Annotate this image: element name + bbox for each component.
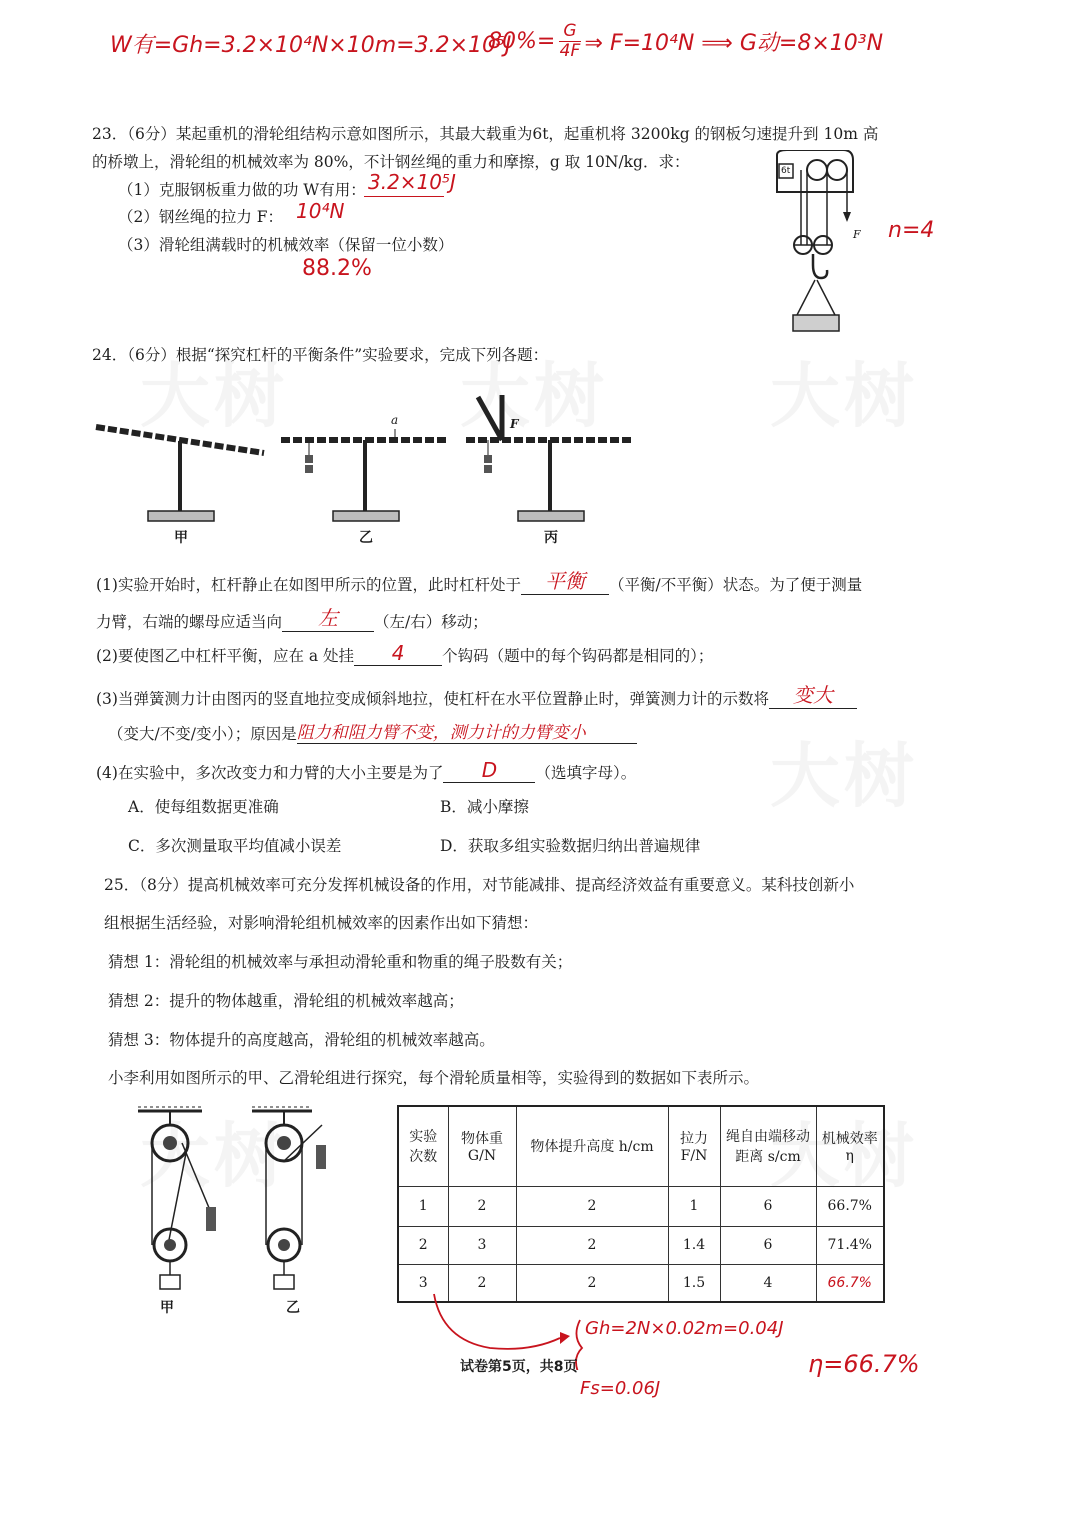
q24-p3-line2: [108, 718, 637, 744]
q25-guess3: 猜想 3：物体提升的高度越高，滑轮组的机械效率越高。: [108, 1031, 495, 1049]
q24-p3-answer-1: 变大: [792, 683, 833, 707]
q24-option-b: B．减小摩擦: [440, 798, 529, 816]
q23-sub3: （3）滑轮组满载时的机械效率（保留一位小数）: [118, 236, 454, 254]
q25-guess1: 猜想 1：滑轮组的机械效率与承担动滑轮重和物重的绳子股数有关；: [108, 953, 573, 971]
q24-p4-text-a: (4)在实验中，多次改变力和力臂的大小主要是为了: [96, 764, 444, 782]
crane-pulley-diagram: [765, 150, 875, 340]
q23-sub3-answer: 88.2%: [302, 256, 372, 281]
fraction-denominator: 4F: [559, 40, 581, 61]
fraction-numerator: G: [559, 22, 580, 42]
table-cell: 1.4: [668, 1226, 720, 1264]
note-fraction: [559, 22, 580, 60]
lever-diagram-jia: [90, 405, 270, 535]
q24-p3-answer-2: 阻力和阻力臂不变，测力计的力臂变小: [296, 723, 586, 743]
q23-sub1-underline: [364, 196, 444, 197]
handwritten-calc-useful-work: Gh=2N×0.02m=0.04J: [585, 1318, 784, 1339]
lever-diagram-bing: [460, 385, 640, 535]
table-cell: 1: [668, 1186, 720, 1226]
table-cell: 1.5: [668, 1264, 720, 1302]
handwritten-calc-total-work: Fs=0.06J: [580, 1378, 661, 1399]
table-cell: 4: [720, 1264, 816, 1302]
q24-p3-line1: [96, 679, 857, 709]
q23-sub2: （2）钢丝绳的拉力 F：: [118, 208, 284, 226]
lever-diagram-yi: [275, 405, 455, 535]
pulley-label-jia: 甲: [160, 1300, 174, 1316]
q23-line2: 的桥墩上，滑轮组的机械效率为 80%，不计钢丝绳的重力和摩擦，g 取 10N/kg．求：: [92, 153, 690, 171]
q24-title: 24．（6分）根据“探究杠杆的平衡条件”实验要求，完成下列各题：: [92, 346, 549, 364]
pulley-label-yi: 乙: [286, 1300, 300, 1316]
table-cell: 2: [398, 1226, 448, 1264]
q23-sub1-answer: 3.2×10⁵J: [368, 170, 456, 194]
table-cell: 1: [398, 1186, 448, 1226]
watermark: [770, 720, 918, 821]
q24-p3-blank-2: [297, 718, 637, 744]
q23-rope-count-note: n=4: [888, 218, 935, 243]
pulley-figure-yi: [250, 1105, 360, 1320]
watermark: [770, 340, 918, 441]
q23-sub2-answer: 10⁴N: [296, 199, 345, 223]
table-cell: 2: [516, 1186, 668, 1226]
q24-option-a: A．使每组数据更准确: [128, 798, 279, 816]
q24-p3-text-b: （变大/不变/变小）；原因是: [108, 725, 297, 743]
lever-label-bing: 丙: [544, 530, 558, 546]
q23-sub1: （1）克服钢板重力做的功 W有用：: [118, 181, 366, 199]
q24-p1-blank-2: [282, 602, 374, 632]
table-row: [398, 1226, 884, 1264]
q23-line1: 23．（6分）某起重机的滑轮组结构示意如图所示，其最大载重为6t，起重机将 3200kg 的钢板匀速提升到 10m 高: [92, 125, 879, 143]
q24-p3-blank-1: [769, 679, 857, 709]
q24-p2-text-a: (2)要使图乙中杠杆平衡，应在 a 处挂: [96, 647, 355, 665]
crane-load-label: 6t: [781, 166, 791, 176]
lever-label-jia: 甲: [174, 530, 188, 546]
table-cell: 71.4%: [816, 1226, 884, 1264]
lever-figure-yi: [275, 405, 455, 545]
table-cell: 66.7%: [816, 1264, 884, 1302]
table-header-cell: 物体重 G/N: [448, 1106, 516, 1186]
q24-p1-blank-1: [521, 565, 609, 595]
q24-p1-text-a: (1)实验开始时，杠杆静止在如图甲所示的位置，此时杠杆处于: [96, 576, 521, 594]
table-cell: 6: [720, 1186, 816, 1226]
table-header-row: [398, 1106, 884, 1186]
table-header-cell: 机械效率η: [816, 1106, 884, 1186]
lever-point-a: a: [391, 413, 399, 427]
q24-p4-text-b: （选填字母）。: [535, 764, 637, 782]
q24-p1-text-b: （平衡/不平衡）状态。为了便于测量: [608, 576, 863, 594]
crane-force-label: F: [853, 228, 861, 241]
q24-p4-line: [96, 758, 636, 783]
q24-p4-answer: D: [481, 758, 498, 782]
q24-option-c: C．多次测量取平均值减小误差: [128, 837, 342, 855]
q24-option-d: D．获取多组实验数据归纳出普遍规律: [440, 837, 701, 855]
table-cell: 3: [448, 1226, 516, 1264]
table-header-cell: 绳自由端移动距离 s/cm: [720, 1106, 816, 1186]
pulley-diagram-jia: [130, 1105, 240, 1305]
table-header-cell: 物体提升高度 h/cm: [516, 1106, 668, 1186]
table-cell: 2: [448, 1186, 516, 1226]
q24-p1-line1: [96, 565, 862, 595]
handwritten-note-work: W有=Gh=3.2×10⁴N×10m=3.2×10⁵J: [110, 33, 512, 58]
table-cell: 2: [516, 1226, 668, 1264]
table-cell: 2: [448, 1264, 516, 1302]
table-cell: 2: [516, 1264, 668, 1302]
q24-p2-blank: [354, 641, 442, 666]
pulley-figure-jia: [130, 1105, 240, 1320]
q24-p1-line2: [96, 602, 488, 632]
table-row: [398, 1186, 884, 1226]
q24-p1-text-c: 力臂，右端的螺母应适当向: [96, 613, 283, 631]
lever-label-yi: 乙: [359, 530, 373, 546]
lever-figure-bing: [460, 385, 640, 545]
q24-p4-blank: [443, 758, 535, 783]
q25-line1: 25．（8分）提高机械效率可充分发挥机械设备的作用，对节能减排、提高经济效益有重要意义。某科技创新小: [104, 876, 855, 894]
note-efficiency-right: ⇒ F=10⁴N ⟹ G动=8×10³N: [584, 30, 884, 56]
handwritten-note-efficiency: [488, 22, 883, 60]
q24-p2-text-b: 个钩码（题中的每个钩码都是相同的）；: [442, 647, 714, 665]
table-cell: 3: [398, 1264, 448, 1302]
q24-p2-answer: 4: [391, 641, 405, 665]
lever-force-label: F: [510, 417, 519, 431]
q24-p3-text-a: (3)当弹簧测力计由图丙的竖直地拉变成倾斜地拉，使杠杆在水平位置静止时，弹簧测力计的示数将: [96, 690, 769, 708]
experiment-data-table: [397, 1105, 885, 1303]
pulley-diagram-yi: [250, 1105, 360, 1305]
q24-p1-answer-1: 平衡: [544, 569, 585, 593]
table-header-cell: 拉力 F/N: [668, 1106, 720, 1186]
crane-pulley-figure: [765, 150, 875, 340]
q24-p2-line: [96, 641, 713, 666]
q24-p1-answer-2: 左: [318, 606, 339, 630]
table-cell: 66.7%: [816, 1186, 884, 1226]
lever-figure-jia: [90, 405, 270, 545]
q24-p1-text-d: （左/右）移动；: [374, 613, 488, 631]
table-cell: 6: [720, 1226, 816, 1264]
page-footer: 试卷第5页，共8页: [460, 1359, 578, 1375]
handwritten-calc-efficiency: η=66.7%: [808, 1350, 920, 1378]
q25-intro: 小李利用如图所示的甲、乙滑轮组进行探究，每个滑轮质量相等，实验得到的数据如下表所示。: [108, 1069, 760, 1087]
table-header-cell: 实验次数: [398, 1106, 448, 1186]
q25-guess2: 猜想 2：提升的物体越重，滑轮组的机械效率越高；: [108, 992, 464, 1010]
q25-line2: 组根据生活经验，对影响滑轮组机械效率的因素作出如下猜想：: [104, 914, 539, 932]
note-efficiency-left: 80%=: [488, 28, 556, 54]
